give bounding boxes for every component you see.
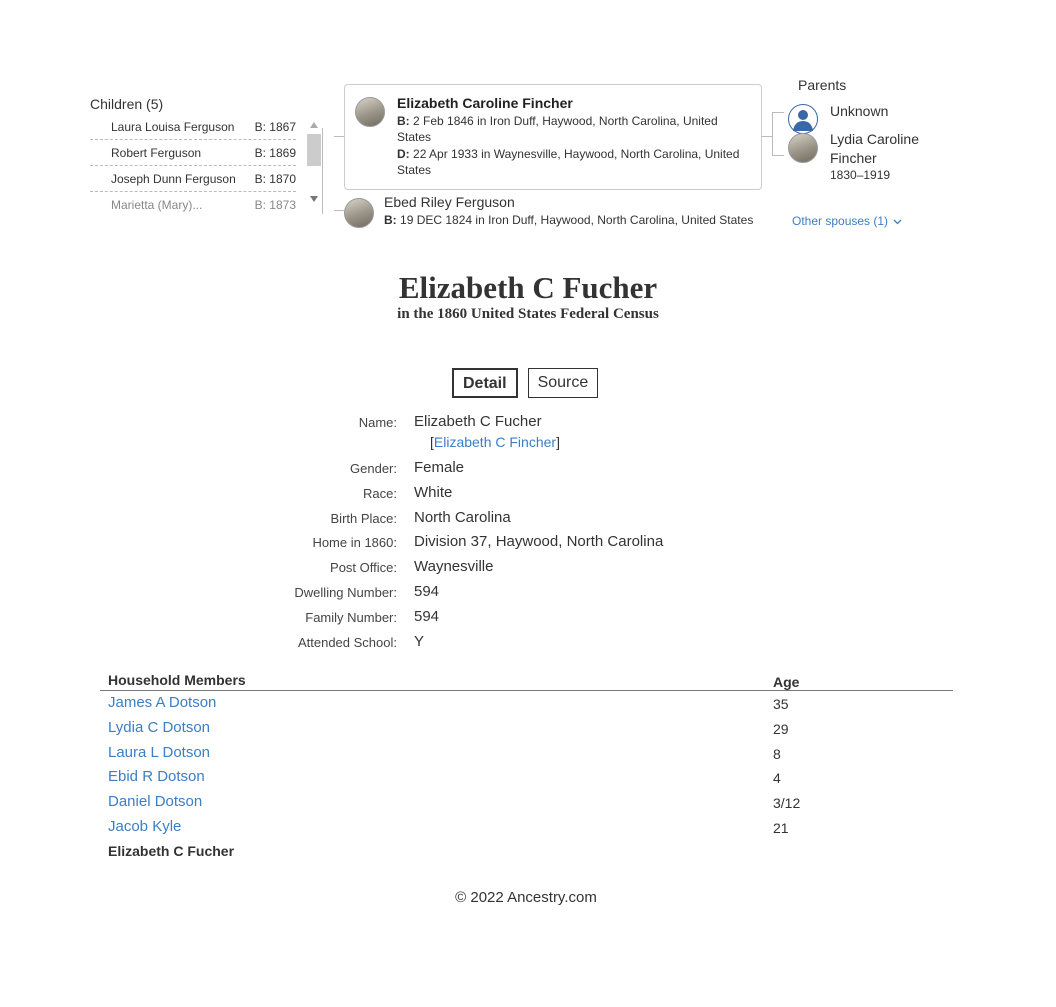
children-heading: Children (5): [90, 96, 164, 112]
table-row: [100, 815, 953, 840]
scroll-down-icon[interactable]: [310, 196, 318, 202]
table-row: [100, 840, 953, 865]
child-birth: B: 1869: [254, 145, 296, 160]
field-row-birth-place: Birth Place: North Carolina: [0, 508, 1024, 533]
field-value: Female: [414, 459, 465, 476]
table-row: [100, 691, 953, 716]
field-value: 594: [414, 607, 440, 625]
household-header: [100, 670, 953, 691]
table-row: [100, 765, 953, 790]
person-photo-icon: [788, 133, 818, 163]
household-members-table: [100, 670, 953, 865]
member-link[interactable]: Daniel Dotson: [108, 793, 203, 811]
field-value: North Carolina: [414, 508, 511, 526]
member-self: Elizabeth C Fucher: [108, 842, 235, 859]
field-value: Division 37, Haywood, North Carolina: [414, 533, 664, 551]
member-age: 8: [773, 745, 781, 762]
record-subtitle: in the 1860 United States Federal Census: [397, 306, 659, 322]
person-silhouette-icon: [789, 105, 817, 133]
child-birth: B: 1873: [254, 198, 296, 212]
member-link[interactable]: Jacob Kyle: [108, 817, 182, 835]
tree-connector: [334, 210, 344, 211]
children-scrollbar[interactable]: [306, 116, 322, 208]
field-row-name: Name: Elizabeth C Fucher: [0, 412, 1024, 458]
child-item[interactable]: [90, 192, 296, 218]
field-value: Elizabeth C Fucher: [414, 413, 542, 430]
child-name: Marietta (Mary)...: [111, 198, 203, 212]
person-photo-icon: [355, 97, 385, 127]
field-row-family-number: Family Number: 594: [0, 607, 1024, 632]
member-link[interactable]: Ebid R Dotson: [108, 768, 205, 786]
member-link[interactable]: James A Dotson: [108, 694, 217, 711]
field-row-home: Home in 1860: Division 37, Haywood, North Carolina: [0, 532, 1024, 557]
household-header-name: Household Members: [108, 672, 246, 688]
other-spouses-link[interactable]: Other spouses (1): [792, 214, 902, 228]
focus-person-birth: B: 2 Feb 1846 in Iron Duff, Haywood, North Carolina, United States: [397, 114, 718, 144]
focus-person-name: Elizabeth Caroline Fincher: [397, 95, 573, 111]
tab-source[interactable]: Source: [528, 368, 599, 398]
parents-heading: Parents: [798, 77, 847, 93]
table-row: [100, 741, 953, 766]
member-age: 29: [773, 720, 789, 737]
child-item[interactable]: [90, 114, 296, 140]
focus-person-death: D: 22 Apr 1933 in Waynesville, Haywood, North Carolina, United States: [397, 147, 740, 177]
field-value: Waynesville: [414, 558, 494, 576]
member-link[interactable]: Laura L Dotson: [108, 743, 211, 761]
household-header-age: Age: [773, 674, 800, 690]
member-age: 35: [773, 696, 789, 712]
field-row-post-office: Post Office: Waynesville: [0, 557, 1024, 582]
spouse-birth: B: 19 DEC 1824 in Iron Duff, Haywood, North Carolina, United States: [384, 213, 754, 227]
child-item[interactable]: [90, 166, 296, 192]
table-row: [100, 790, 953, 815]
child-name: Laura Louisa Ferguson: [111, 119, 235, 134]
child-name: Robert Ferguson: [111, 145, 202, 160]
field-value: White: [414, 483, 453, 501]
table-row: [100, 716, 953, 741]
person-silhouette-icon: [788, 104, 818, 134]
person-photo-icon: [344, 198, 374, 228]
name-alternate-link[interactable]: Elizabeth C Fincher: [433, 434, 557, 450]
child-item[interactable]: [90, 140, 296, 166]
parent-dates: 1830–1919: [830, 168, 891, 182]
field-row-attended-school: Attended School: Y: [0, 632, 1024, 657]
children-list: [90, 114, 296, 212]
field-row-dwelling-number: Dwelling Number: 594: [0, 582, 1024, 607]
field-value: 594: [414, 582, 440, 600]
field-row-gender: Gender: Female: [0, 458, 1024, 483]
member-age: 21: [773, 819, 789, 836]
spouse-name: Ebed Riley Ferguson: [384, 194, 515, 210]
copyright-footer: © 2022 Ancestry.com: [455, 889, 597, 906]
member-age: 3/12: [773, 795, 801, 812]
child-birth: B: 1870: [254, 171, 296, 186]
tree-connector: [322, 128, 334, 214]
focus-person-card[interactable]: [344, 84, 762, 190]
child-name: Joseph Dunn Ferguson: [111, 171, 236, 186]
tree-connector: [334, 136, 344, 137]
field-value: Y: [414, 632, 425, 650]
member-link[interactable]: Lydia C Dotson: [108, 718, 210, 736]
child-birth: B: 1867: [254, 119, 296, 134]
field-row-race: Race: White: [0, 483, 1024, 508]
record-title: Elizabeth C Fucher: [398, 270, 658, 305]
tree-connector: [762, 136, 772, 137]
member-age: 4: [773, 770, 781, 787]
scroll-up-icon[interactable]: [310, 122, 318, 128]
parent-name: Lydia Caroline Fincher: [830, 131, 919, 166]
record-tabs: [452, 368, 598, 398]
parent-name: Unknown: [830, 103, 889, 119]
tree-connector: [772, 112, 784, 156]
scroll-thumb[interactable]: [307, 134, 321, 166]
chevron-down-icon: [893, 219, 902, 225]
name-alternate: [Elizabeth C Fincher]: [430, 434, 560, 450]
tab-detail[interactable]: Detail: [452, 368, 518, 398]
